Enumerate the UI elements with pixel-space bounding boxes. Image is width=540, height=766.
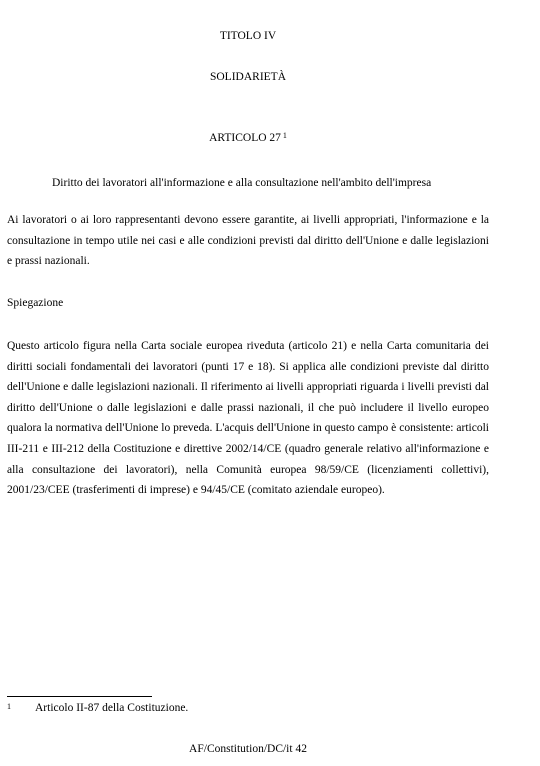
article-heading: Diritto dei lavoratori all'informazione e alla consultazione nell'ambito dell'impresa — [52, 177, 432, 189]
footnote-separator — [7, 696, 152, 697]
part-title: TITOLO IV — [219, 30, 277, 42]
part-subtitle: SOLIDARIETÀ — [209, 71, 287, 83]
article-number — [0, 132, 496, 144]
explanation-text: Questo articolo figura nella Carta sociale europea riveduta (articolo 21) e nella Carta comunitaria dei diritti sociali fondamentali dei lavoratori (punti 17 e 18). Si applica alle condizioni previste dal diritto dell'Unione e dalle legislazioni nazionali. Il riferimento ai livelli appropriati riguarda i livelli previsti dal diritto dell'Unione o dalle legislazioni e dalle prassi nazionali, il che può includere il livello europeo qualora la normativa dell'Unione lo preveda. L'acquis dell'Unione in questo campo è consistente: articoli III-211 e III-212 della Costituzione e direttive 2002/14/CE (quadro generale relativo all'informazione e alla consultazione dei lavoratori), nella Comunità europea 98/59/CE (licenziamenti collettivi), 2001/23/CEE (trasferimenti di imprese) e 94/45/CE (comitato aziendale europeo). — [7, 340, 489, 497]
footnote-marker: 1 — [7, 702, 11, 711]
article-text: Ai lavoratori o ai loro rappresentanti devono essere garantite, ai livelli appropriati, l'informazione e la consultazione in tempo utile nei casi e alle condizioni previsti dal diritto dell'Unione e dalle legislazioni e prassi nazionali. — [7, 214, 489, 268]
page-footer: AF/Constitution/DC/it 42 — [189, 743, 307, 755]
footnote-text: Articolo II-87 della Costituzione. — [35, 702, 189, 714]
footnote-reference: 1 — [282, 131, 287, 140]
footnote — [7, 702, 188, 714]
explanation-heading: Spiegazione — [7, 297, 64, 309]
article-label: ARTICOLO 27 — [209, 132, 281, 144]
